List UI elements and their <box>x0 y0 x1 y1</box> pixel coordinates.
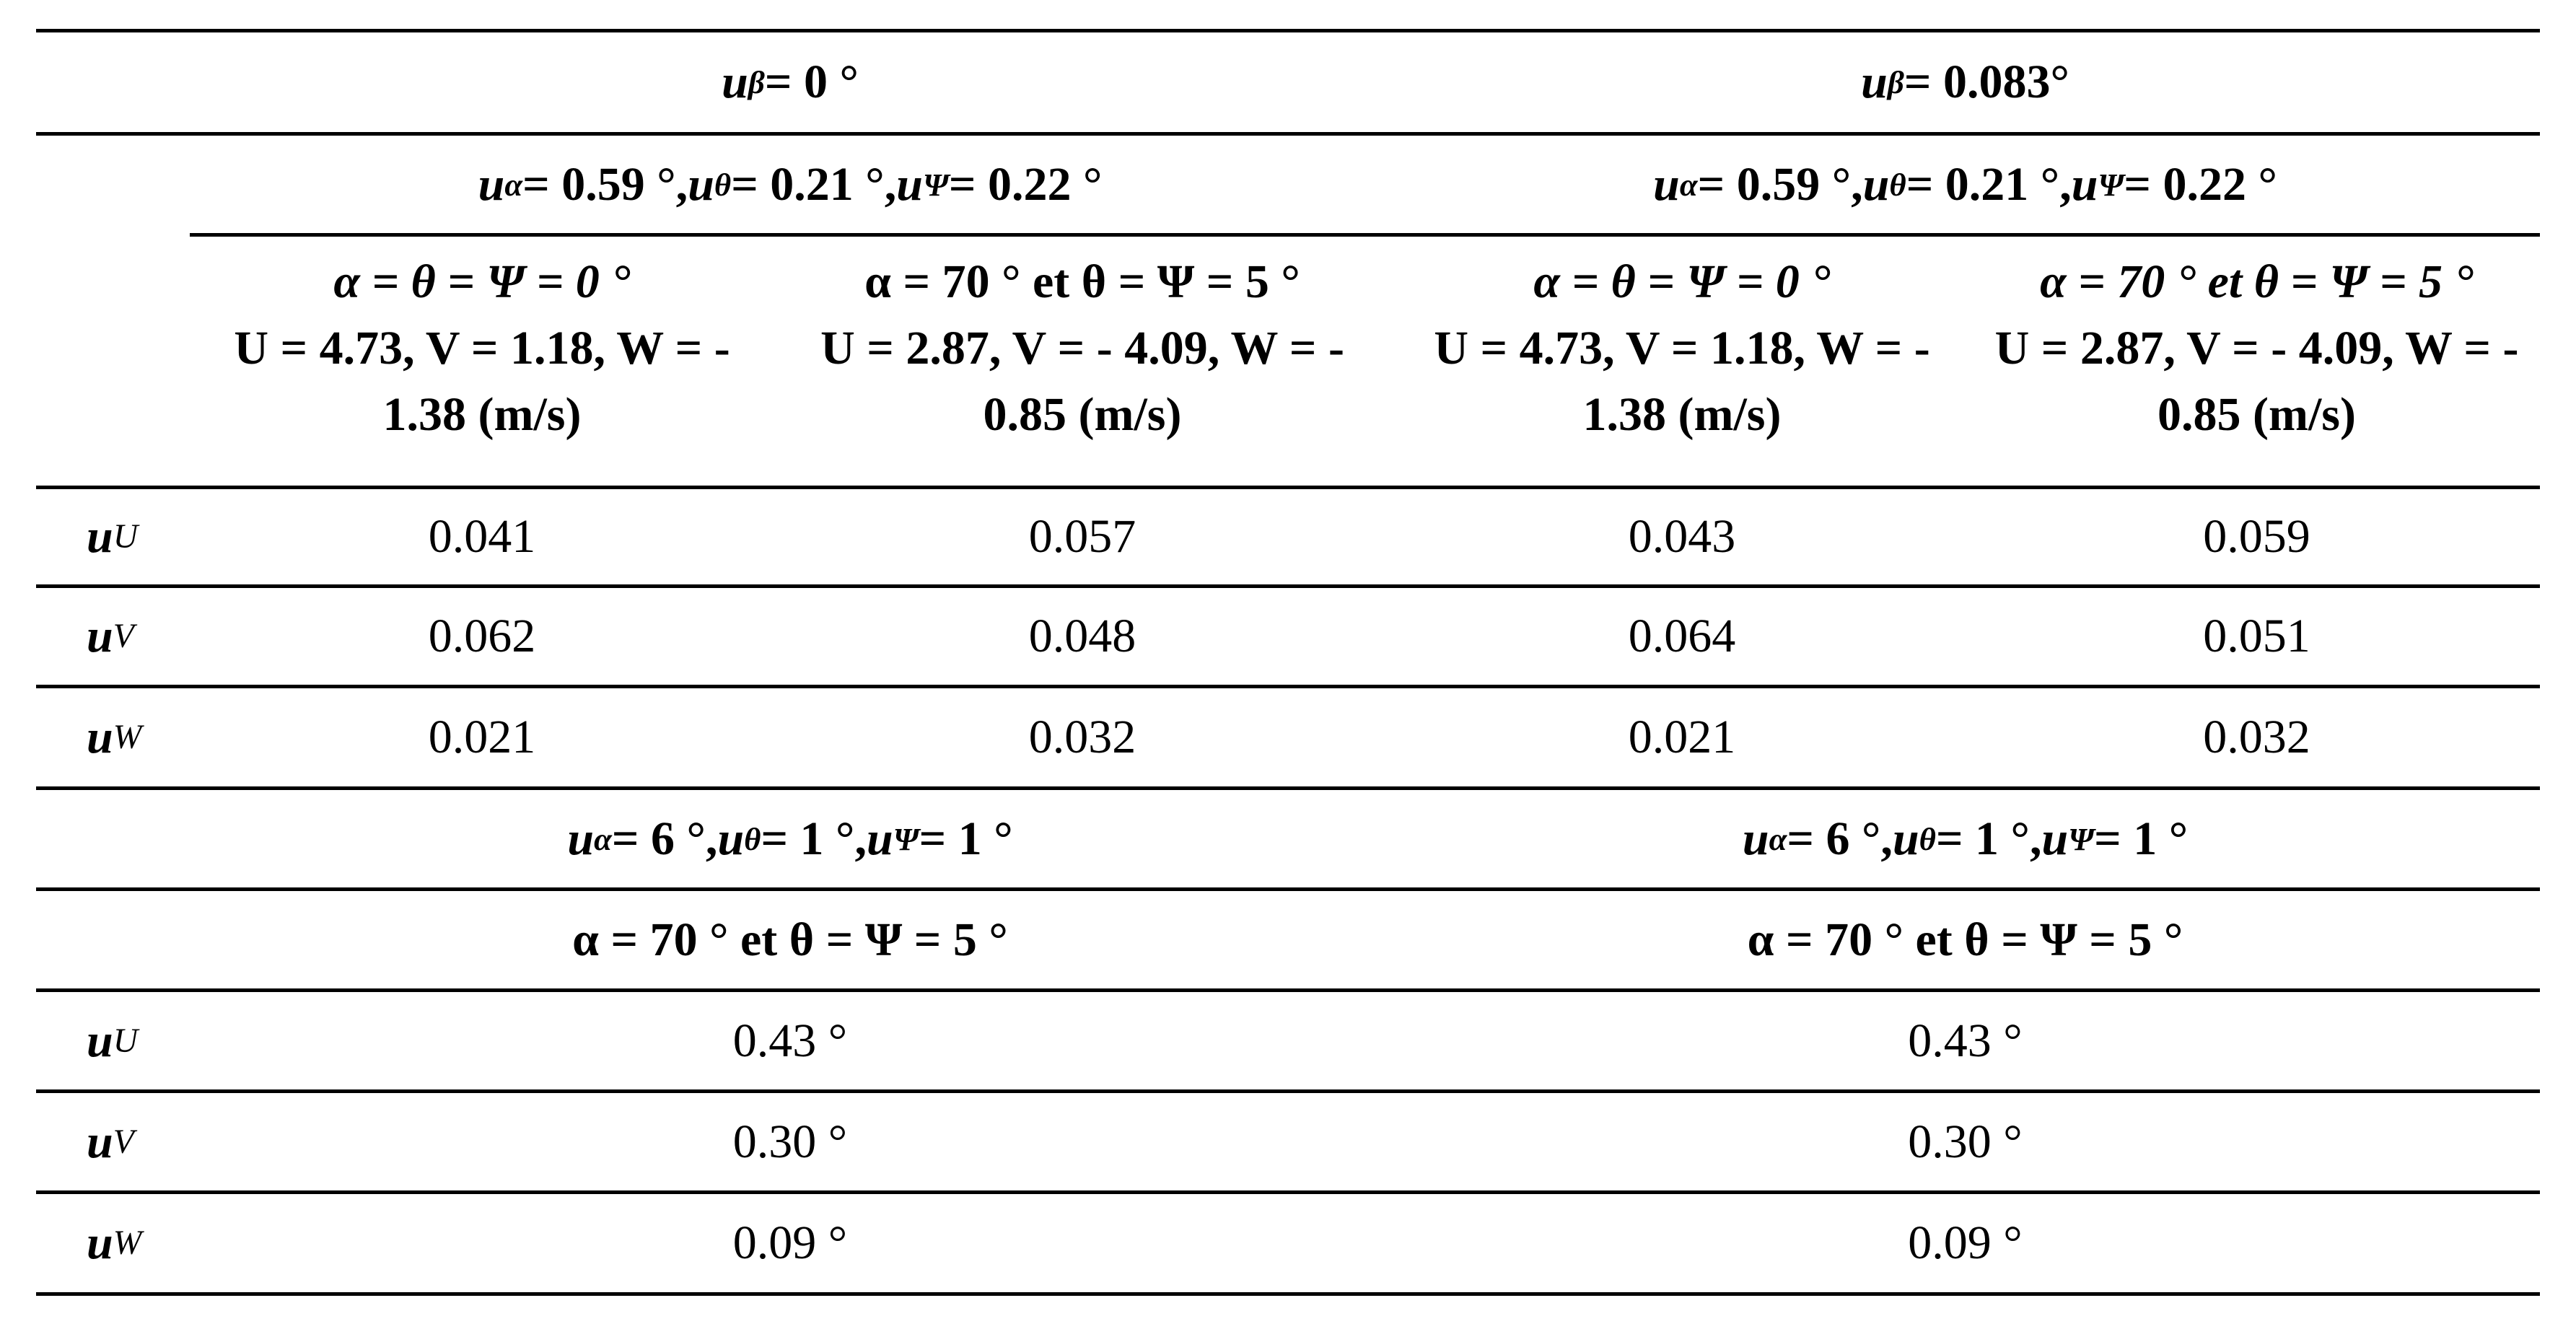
table-cell: 0.048 <box>1028 610 1136 662</box>
table-cell: 0.059 <box>2203 510 2310 563</box>
table-cell: 0.09 ° <box>1908 1216 2023 1269</box>
table-rule-bottom <box>36 1292 2540 1296</box>
table-cell: 0.032 <box>1028 711 1136 763</box>
table-cell: 0.043 <box>1628 510 1736 563</box>
table-cell: 0.021 <box>1628 711 1736 763</box>
config-angles: α = θ = Ψ = 0 ° <box>333 255 631 308</box>
table-cell: 0.051 <box>2203 610 2310 662</box>
config-angles: α = θ = Ψ = 0 ° <box>1533 255 1831 308</box>
row-label: u W <box>87 711 142 763</box>
row-label: u V <box>87 1115 134 1168</box>
config-header-3 <box>1390 249 1973 480</box>
config-header-block2-2: α = 70 ° et θ = Ψ = 5 ° <box>1747 913 2183 966</box>
config-header-1 <box>190 249 774 480</box>
group-header-1: u β = 0 ° <box>722 56 859 108</box>
table-cell: 0.021 <box>428 711 536 763</box>
group-header-2: u β = 0.083° <box>1861 56 2069 108</box>
table-cell: 0.43 ° <box>732 1014 848 1067</box>
config-velocity-line1: U = 4.73, V = 1.18, W = - <box>234 322 730 374</box>
table-cell: 0.062 <box>428 610 536 662</box>
table-cell: 0.064 <box>1628 610 1736 662</box>
row-label: u W <box>87 1216 142 1269</box>
table-cell: 0.041 <box>428 510 536 563</box>
config-header-block2-1: α = 70 ° et θ = Ψ = 5 ° <box>572 913 1008 966</box>
config-velocity-line2: 0.85 (m/s) <box>983 388 1182 441</box>
config-header-4 <box>1973 249 2540 480</box>
row-label: u U <box>87 1014 139 1067</box>
config-velocity-line2: 1.38 (m/s) <box>382 388 582 441</box>
table-cell: 0.09 ° <box>732 1216 848 1269</box>
config-velocity-line2: 0.85 (m/s) <box>2157 388 2356 441</box>
angle-uncertainty-header-3: u α = 6 °, u θ = 1 °, u Ψ = 1 ° <box>567 812 1013 865</box>
table-cell: 0.43 ° <box>1908 1014 2023 1067</box>
config-header-2 <box>774 249 1390 480</box>
table-cell: 0.30 ° <box>732 1115 848 1168</box>
angle-uncertainty-header-1: u α = 0.59 °, u θ = 0.21 °, u Ψ = 0.22 ° <box>478 157 1103 211</box>
angle-uncertainty-header-4: u α = 6 °, u θ = 1 °, u Ψ = 1 ° <box>1742 812 2189 865</box>
table-cell: 0.30 ° <box>1908 1115 2023 1168</box>
table-cell: 0.057 <box>1028 510 1136 563</box>
config-velocity-line1: U = 4.73, V = 1.18, W = - <box>1434 322 1930 374</box>
angle-uncertainty-header-2: u α = 0.59 °, u θ = 0.21 °, u Ψ = 0.22 ° <box>1653 157 2277 211</box>
config-velocity-line1: U = 2.87, V = - 4.09, W = - <box>1994 322 2519 374</box>
row-label: u V <box>87 610 134 662</box>
row-label: u U <box>87 510 139 563</box>
config-velocity-line2: 1.38 (m/s) <box>1582 388 1782 441</box>
table-cell: 0.032 <box>2203 711 2310 763</box>
config-angles: α = 70 ° et θ = Ψ = 5 ° <box>2040 255 2474 308</box>
config-velocity-line1: U = 2.87, V = - 4.09, W = - <box>820 322 1344 374</box>
table-rule-partial <box>190 233 2540 237</box>
config-angles: α = 70 ° et θ = Ψ = 5 ° <box>864 255 1300 308</box>
